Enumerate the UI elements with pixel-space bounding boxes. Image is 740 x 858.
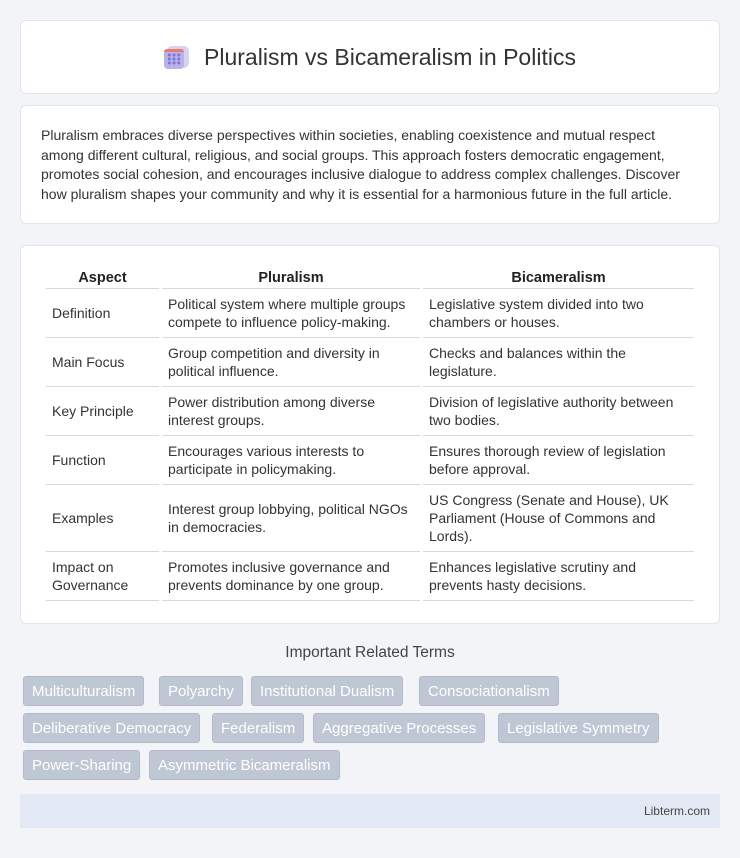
tag-deliberative-democracy[interactable]: Deliberative Democracy <box>23 713 200 743</box>
cell-pluralism: Interest group lobbying, political NGOs in democracies. <box>162 485 420 552</box>
cell-pluralism: Power distribution among diverse interest groups. <box>162 387 420 436</box>
table-row <box>46 387 694 436</box>
cell-aspect: Examples <box>46 485 159 552</box>
table-row <box>46 485 694 552</box>
cell-bicameralism: US Congress (Senate and House), UK Parliament (House of Commons and Lords). <box>423 485 694 552</box>
related-terms-title: Important Related Terms <box>285 644 455 661</box>
header-bicameralism: Bicameralism <box>423 266 694 289</box>
cell-aspect: Function <box>46 436 159 485</box>
footer-site-link[interactable]: Libterm.com <box>643 804 710 818</box>
intro-text: Pluralism embraces diverse perspectives within societies, enabling coexistence and mutual respect among different cultural, religious, and social groups. This approach fosters democratic engagement, promotes social cohesion, and encourages inclusive dialogue to address complex challenges. Discover how pluralism shapes your community and why it is essential for a harmonious future in the full article. <box>41 127 680 202</box>
intro-card <box>20 105 720 224</box>
cell-pluralism: Encourages various interests to participate in policymaking. <box>162 436 420 485</box>
tag-consociationalism[interactable]: Consociationalism <box>419 676 559 706</box>
table-row <box>46 338 694 387</box>
cell-bicameralism: Division of legislative authority between two bodies. <box>423 387 694 436</box>
cell-aspect: Impact on Governance <box>46 552 159 601</box>
table-row <box>46 436 694 485</box>
cell-aspect: Key Principle <box>46 387 159 436</box>
title-card <box>20 20 720 94</box>
table-header-row <box>46 266 694 289</box>
cell-aspect: Main Focus <box>46 338 159 387</box>
tag-institutional-dualism[interactable]: Institutional Dualism <box>251 676 403 706</box>
tag-federalism[interactable]: Federalism <box>212 713 304 743</box>
cell-bicameralism: Enhances legislative scrutiny and prevents hasty decisions. <box>423 552 694 601</box>
comparison-table <box>43 266 697 601</box>
footer <box>20 794 720 828</box>
tag-aggregative-processes[interactable]: Aggregative Processes <box>313 713 485 743</box>
header-pluralism: Pluralism <box>162 266 420 289</box>
header-aspect: Aspect <box>46 266 159 289</box>
table-row <box>46 552 694 601</box>
tag-legislative-symmetry[interactable]: Legislative Symmetry <box>498 713 659 743</box>
cell-bicameralism: Checks and balances within the legislature. <box>423 338 694 387</box>
tag-asymmetric-bicameralism[interactable]: Asymmetric Bicameralism <box>149 750 340 780</box>
cell-aspect: Definition <box>46 289 159 338</box>
tag-multiculturalism[interactable]: Multiculturalism <box>23 676 144 706</box>
cell-bicameralism: Legislative system divided into two chambers or houses. <box>423 289 694 338</box>
cell-pluralism: Group competition and diversity in political influence. <box>162 338 420 387</box>
tag-polyarchy[interactable]: Polyarchy <box>159 676 243 706</box>
cell-pluralism: Promotes inclusive governance and prevents dominance by one group. <box>162 552 420 601</box>
document-grid-icon <box>164 44 190 70</box>
page-title: Pluralism vs Bicameralism in Politics <box>204 43 576 70</box>
tag-power-sharing[interactable]: Power-Sharing <box>23 750 140 780</box>
cell-pluralism: Political system where multiple groups compete to influence policy-making. <box>162 289 420 338</box>
comparison-card <box>20 245 720 624</box>
cell-bicameralism: Ensures thorough review of legislation before approval. <box>423 436 694 485</box>
table-row <box>46 289 694 338</box>
